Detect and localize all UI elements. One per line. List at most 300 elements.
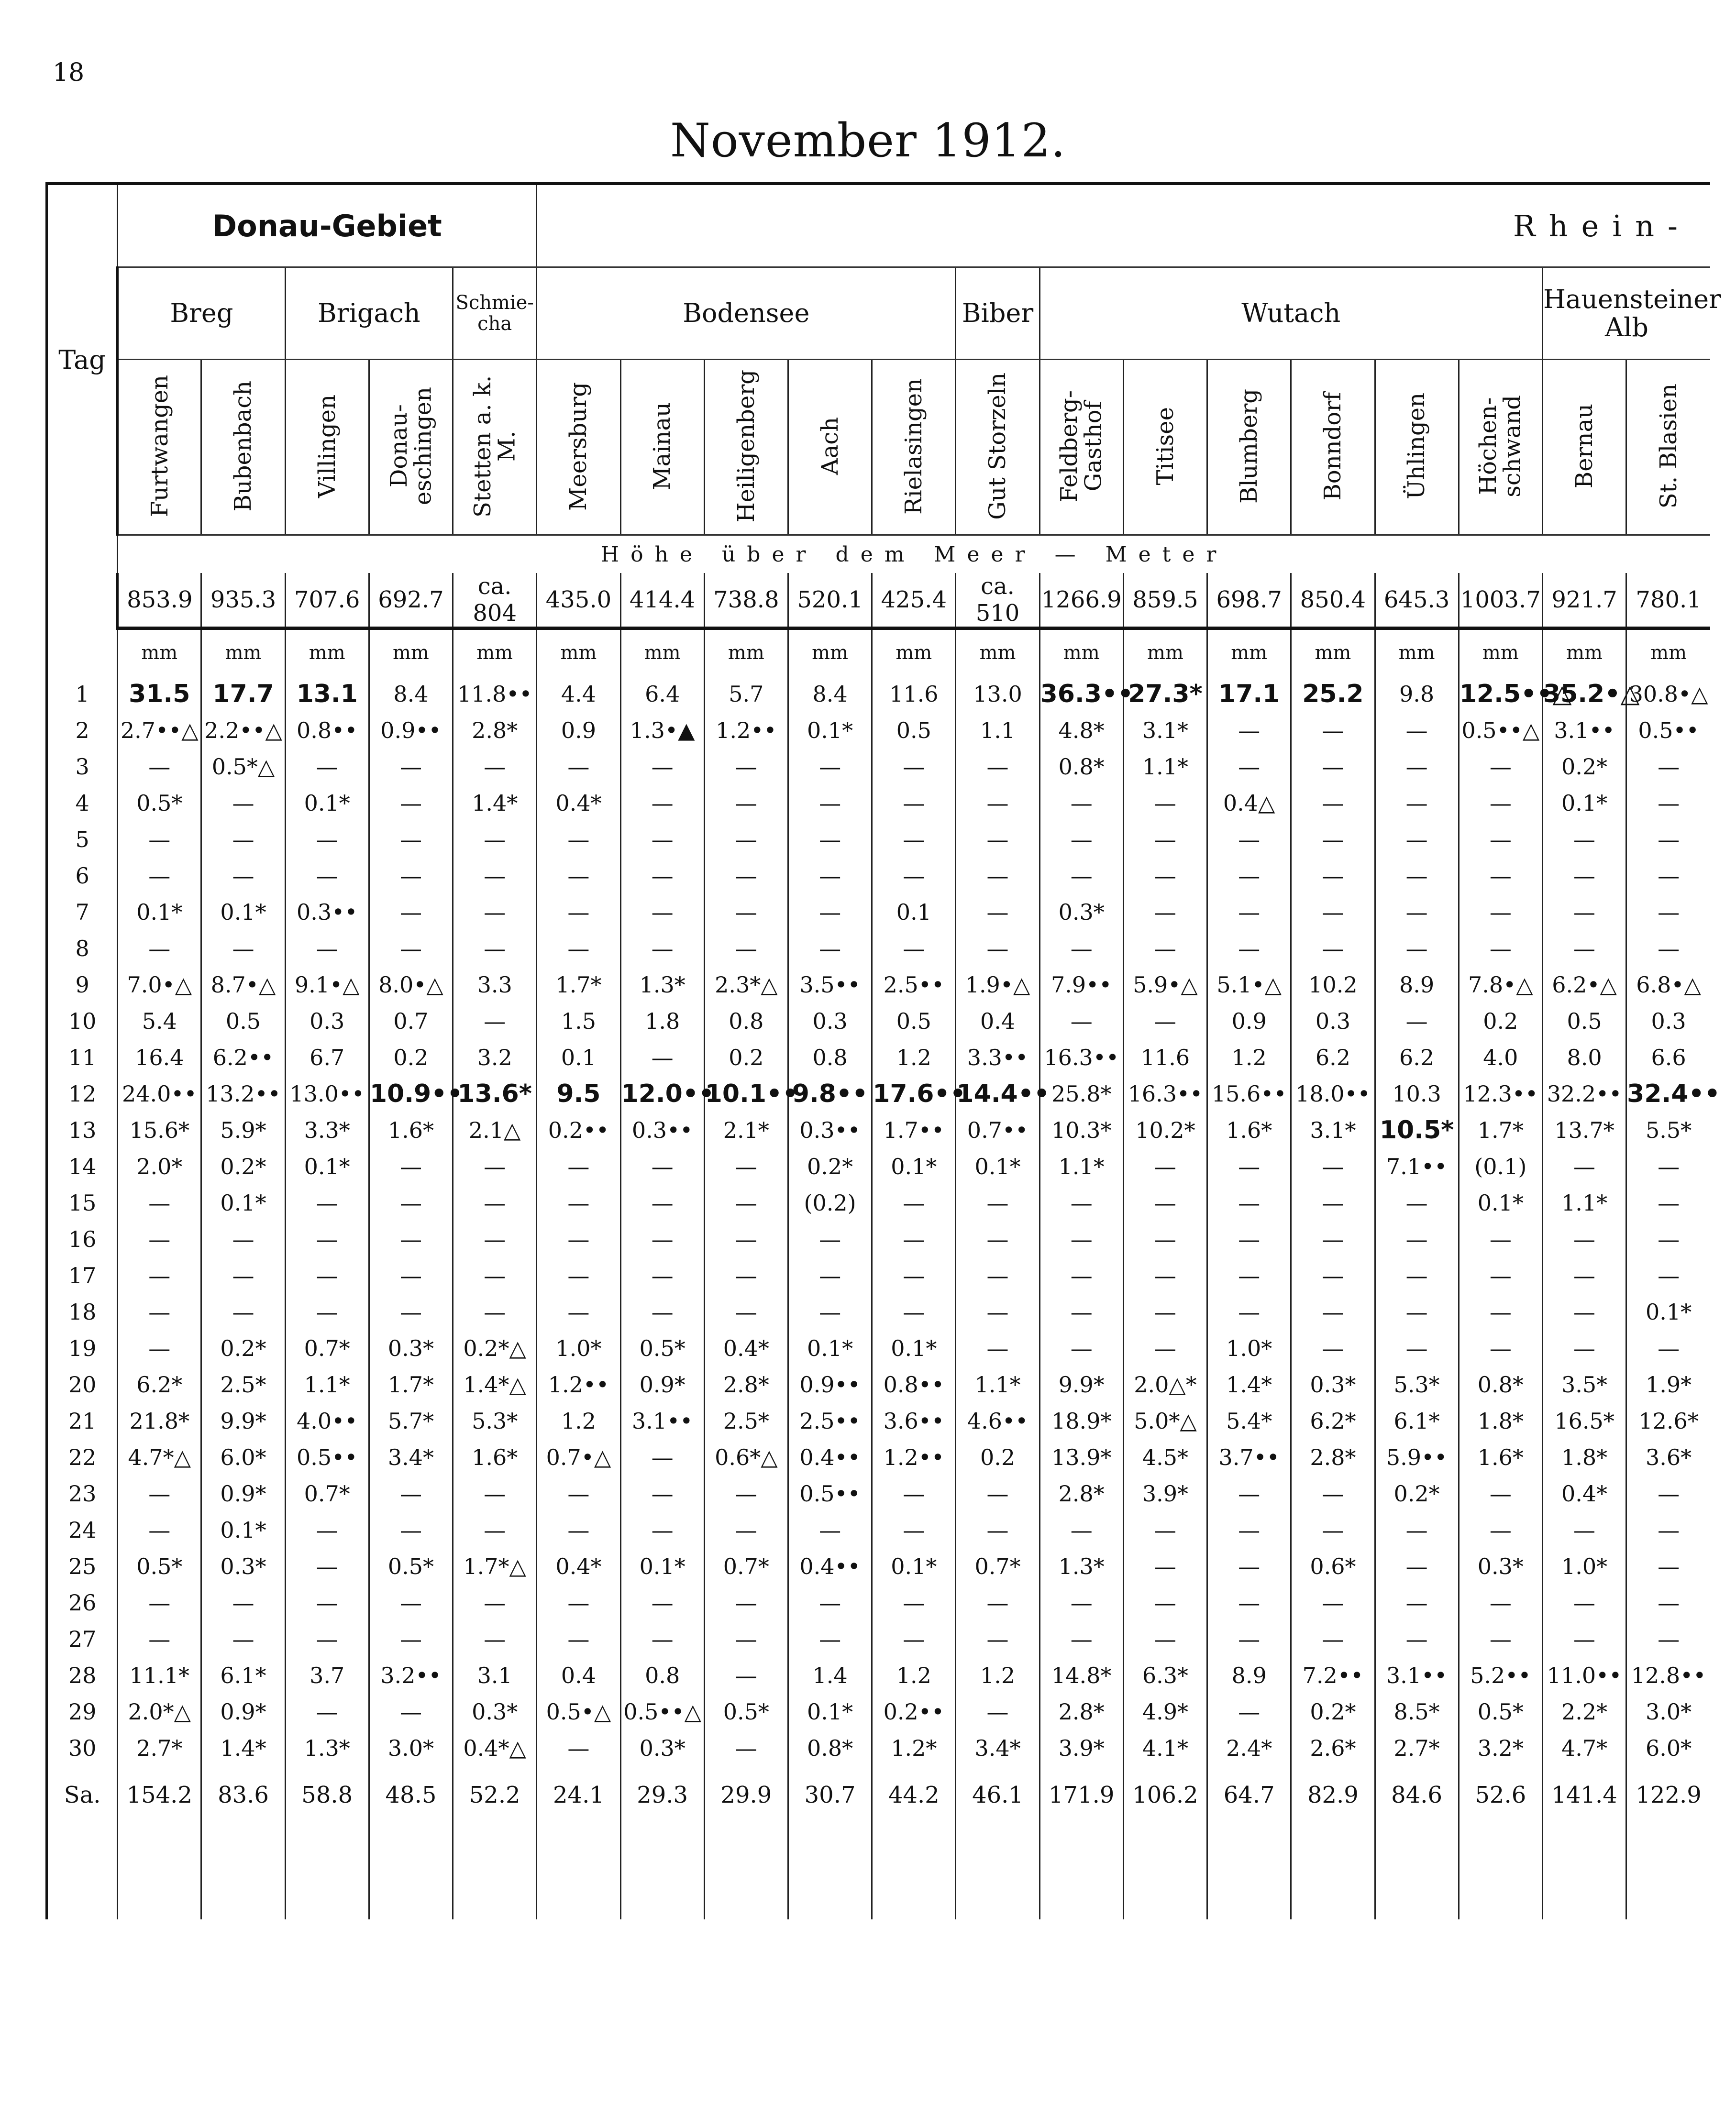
precip-value: 4.8* [1039,712,1123,749]
precip-value: 13.7* [1542,1112,1626,1148]
day-row [47,676,1711,712]
precip-value: — [620,930,704,967]
empty-cell [369,1824,453,1919]
day-number: 14 [47,1148,118,1185]
empty-cell [1291,1824,1375,1919]
precip-value: 3.4* [956,1730,1039,1766]
sum-value: 48.5 [369,1766,453,1824]
precip-value: 1.1* [1123,749,1207,785]
precip-value: 5.7* [369,1403,453,1439]
precip-value: 13.0•• [285,1076,369,1112]
precip-value: — [1207,749,1291,785]
station-name: Aach [816,417,843,475]
precip-value: — [788,1221,872,1257]
precip-value: — [788,858,872,894]
precip-value: — [118,821,201,858]
precip-value: 0.4•• [788,1548,872,1585]
precip-value: 0.8 [788,1039,872,1076]
precip-value: — [1207,894,1291,930]
precip-value: 1.0* [537,1330,620,1366]
elevation-value: 645.3 [1375,573,1459,628]
precip-value: 0.5••△ [620,1694,704,1730]
precip-value: — [1375,785,1459,821]
precip-value: — [1375,858,1459,894]
precip-value: — [1375,1621,1459,1657]
precip-value: 6.1* [1375,1403,1459,1439]
precip-value: — [704,1621,788,1657]
precip-value: 1.2* [872,1730,956,1766]
river-header: Hauensteiner Alb [1542,267,1710,360]
precip-value: 8.5* [1375,1694,1459,1730]
day-number: 22 [47,1439,118,1476]
precip-value: — [1542,1621,1626,1657]
precip-value: 0.1* [1542,785,1626,821]
day-cell-empty [47,628,118,676]
precip-value: — [1626,1476,1710,1512]
precip-value: — [1039,1621,1123,1657]
precip-value: — [704,930,788,967]
precip-value: — [1542,930,1626,967]
precip-value: 3.9* [1039,1730,1123,1766]
precip-value: — [704,821,788,858]
precip-value: 1.1* [285,1366,369,1403]
day-number: 13 [47,1112,118,1148]
precip-value: — [1375,1003,1459,1039]
precip-value: 1.1* [956,1366,1039,1403]
precip-value: — [1626,785,1710,821]
precip-value: 0.9* [620,1366,704,1403]
sum-value: 82.9 [1291,1766,1375,1824]
precip-value: — [285,1221,369,1257]
precip-value: 8.7•△ [201,967,285,1003]
precip-value: 0.9 [537,712,620,749]
precip-value: 1.1* [1542,1185,1626,1221]
precip-value: 13.9* [1039,1439,1123,1476]
precip-value: — [1375,1585,1459,1621]
precip-value: 0.3 [1291,1003,1375,1039]
precip-value: 18.0•• [1291,1076,1375,1112]
precip-value: 6.1* [201,1657,285,1694]
precip-value: 6.0* [201,1439,285,1476]
precip-value: 0.2 [956,1439,1039,1476]
precip-value: 2.0*△ [118,1694,201,1730]
precip-value: 4.7* [1542,1730,1626,1766]
precip-value: 13.2•• [201,1076,285,1112]
precip-value: 0.2* [1542,749,1626,785]
precip-value: — [1459,1585,1542,1621]
precip-value: 0.7* [285,1330,369,1366]
precip-value: — [788,1621,872,1657]
precip-value: — [1626,1548,1710,1585]
elevation-value: ca. 804 [453,573,537,628]
sum-value: 64.7 [1207,1766,1291,1824]
station-name: Furtwangen [146,375,173,518]
precip-value: 6.6 [1626,1039,1710,1076]
precip-value: 0.3* [369,1330,453,1366]
precip-value: 2.8* [1039,1694,1123,1730]
precip-value: — [201,858,285,894]
precip-value: 2.5* [704,1403,788,1439]
precip-value: 0.1* [956,1148,1039,1185]
precip-value: — [1207,1694,1291,1730]
precip-value: 3.2•• [369,1657,453,1694]
precip-value: — [620,1439,704,1476]
precip-value: 1.1 [956,712,1039,749]
precip-value: — [872,749,956,785]
precip-value: 0.5 [872,712,956,749]
day-number: 28 [47,1657,118,1694]
tag-header: Tag [47,184,118,535]
precip-value: — [453,1585,537,1621]
precip-value: — [1123,1148,1207,1185]
precip-value: 0.1* [1626,1294,1710,1330]
precip-value: — [1039,1294,1123,1330]
precip-value: 3.1* [1291,1112,1375,1148]
gebiet-row [47,184,1711,267]
precip-value: 0.3* [1459,1548,1542,1585]
precip-value: — [704,1148,788,1185]
station-name: Villingen [313,394,341,498]
precip-value: 13.0 [956,676,1039,712]
precip-value: — [118,1585,201,1621]
precip-value: 1.2 [956,1657,1039,1694]
station-row [47,360,1711,535]
precip-value: 17.1 [1207,676,1291,712]
precip-value: 36.3•• [1039,676,1123,712]
precip-value: 1.8* [1459,1403,1542,1439]
precip-value: 7.0•△ [118,967,201,1003]
precip-value: 16.3•• [1039,1039,1123,1076]
station-name: Ühlingen [1403,393,1430,500]
station-header [872,360,956,535]
precip-value: 0.9* [201,1694,285,1730]
precip-value: 0.5 [1542,1003,1626,1039]
empty-cell [956,1824,1039,1919]
precip-value: — [1459,1294,1542,1330]
precip-value: — [285,1694,369,1730]
precip-value: — [285,858,369,894]
precip-value: — [1123,785,1207,821]
empty-cell [1542,1824,1626,1919]
river-row [47,267,1711,360]
precip-value: 1.1* [1039,1148,1123,1185]
station-header [453,360,537,535]
day-row [47,1730,1711,1766]
precip-value: — [788,749,872,785]
precip-value: — [453,749,537,785]
day-row [47,1185,1711,1221]
precipitation-table-sheet [45,182,1721,1919]
precip-value: — [620,1621,704,1657]
station-name: Stetten a. k. M. [469,375,520,518]
precip-value: 0.2*△ [453,1330,537,1366]
precip-value: — [118,1476,201,1512]
precip-value: — [1291,712,1375,749]
precip-value: 4.0 [1459,1039,1542,1076]
unit-row [47,628,1711,676]
sum-value: 52.2 [453,1766,537,1824]
precip-value: 1.2•• [704,712,788,749]
station-header [285,360,369,535]
precip-value: — [788,1257,872,1294]
precip-value: 11.0•• [1542,1657,1626,1694]
precip-value: — [1459,785,1542,821]
elevation-value: 698.7 [1207,573,1291,628]
station-header [956,360,1039,535]
sum-value: 171.9 [1039,1766,1123,1824]
precip-value: 14.4•• [956,1076,1039,1112]
precip-value: 0.7•△ [537,1439,620,1476]
day-number: 24 [47,1512,118,1548]
precip-value: 3.1* [1123,712,1207,749]
precip-value: — [453,1257,537,1294]
elevation-value: ca. 510 [956,573,1039,628]
precip-value: — [369,821,453,858]
day-row [47,1221,1711,1257]
precip-value: — [1542,1585,1626,1621]
precip-value: — [620,1185,704,1221]
precip-value: — [1123,930,1207,967]
precip-value: — [453,858,537,894]
river-header: Bodensee [537,267,956,360]
empty-cell [118,1824,201,1919]
precip-value: 10.9•• [369,1076,453,1112]
day-row [47,1548,1711,1585]
precip-value: — [537,1185,620,1221]
precip-value: 9.8•• [788,1076,872,1112]
precip-value: — [537,1294,620,1330]
precip-value: 3.2 [453,1039,537,1076]
precip-value: 0.2* [1291,1694,1375,1730]
day-row [47,1294,1711,1330]
precipitation-table [45,182,1721,1919]
day-number: 11 [47,1039,118,1076]
precip-value: 2.2* [1542,1694,1626,1730]
precip-value: 0.5••△ [1459,712,1542,749]
precip-value: 2.1△ [453,1112,537,1148]
precip-value: — [1207,712,1291,749]
precip-value: 1.3•▲ [620,712,704,749]
precip-value: — [956,1476,1039,1512]
precip-value: — [1207,1294,1291,1330]
precip-value: — [1375,749,1459,785]
precip-value: 0.5* [704,1694,788,1730]
day-row [47,1003,1711,1039]
sum-row [47,1766,1711,1824]
precip-value: — [1123,1548,1207,1585]
precip-value: — [537,894,620,930]
precip-value: 1.6* [369,1112,453,1148]
river-header: Schmie- cha [453,267,537,360]
precip-value: 3.9* [1123,1476,1207,1512]
river-header: Breg [118,267,285,360]
precip-value: — [1459,821,1542,858]
precip-value: 0.3 [788,1003,872,1039]
elevation-row [47,573,1711,628]
precip-value: — [118,1185,201,1221]
precip-value: 10.1•• [704,1076,788,1112]
precip-value: 0.2* [201,1330,285,1366]
sum-value: 122.9 [1626,1766,1710,1824]
precip-value: 1.3* [1039,1548,1123,1585]
unit-label: mm [704,628,788,676]
station-header [1542,360,1626,535]
precip-value: 0.2•• [872,1694,956,1730]
precip-value: — [956,785,1039,821]
precip-value: — [285,1294,369,1330]
precip-value: — [1291,894,1375,930]
precip-value: 1.2 [872,1039,956,1076]
precip-value: — [369,1621,453,1657]
day-row [47,749,1711,785]
precip-value: 3.0* [1626,1694,1710,1730]
precip-value: 1.9•△ [956,967,1039,1003]
precip-value: — [872,1476,956,1512]
precip-value: 0.5 [201,1003,285,1039]
precip-value: 0.5•• [788,1476,872,1512]
day-row [47,967,1711,1003]
precip-value: 2.6* [1291,1730,1375,1766]
precip-value: — [956,1294,1039,1330]
precip-value: — [788,821,872,858]
precip-value: 5.9•• [1375,1439,1459,1476]
precip-value: — [1207,1476,1291,1512]
precip-value: 11.6 [872,676,956,712]
precip-value: — [285,1585,369,1621]
precip-value: 8.9 [1207,1657,1291,1694]
precip-value: — [118,1330,201,1366]
precip-value: — [956,1694,1039,1730]
precip-value: — [704,1221,788,1257]
precip-value: — [1291,785,1375,821]
precip-value: — [956,858,1039,894]
unit-label: mm [453,628,537,676]
precip-value: 2.7••△ [118,712,201,749]
precip-value: 1.2 [872,1657,956,1694]
sum-value: 46.1 [956,1766,1039,1824]
precip-value: 5.5* [1626,1112,1710,1148]
precip-value: — [369,1221,453,1257]
precip-value: 1.2•• [872,1439,956,1476]
day-number: 12 [47,1076,118,1112]
day-number: 29 [47,1694,118,1730]
day-row [47,821,1711,858]
precip-value: — [1207,1548,1291,1585]
empty-cell [704,1824,788,1919]
day-row [47,1439,1711,1476]
precip-value: — [1626,1148,1710,1185]
precip-value: — [1459,749,1542,785]
precip-value: — [1375,1294,1459,1330]
unit-label: mm [788,628,872,676]
precip-value: — [537,858,620,894]
elevation-value: 850.4 [1291,573,1375,628]
precip-value: — [537,1621,620,1657]
unit-label: mm [369,628,453,676]
precip-value: — [537,1585,620,1621]
day-row [47,1621,1711,1657]
precip-value: — [872,785,956,821]
sum-value: 44.2 [872,1766,956,1824]
precip-value: — [453,1512,537,1548]
precip-value: 4.9* [1123,1694,1207,1730]
precip-value: — [1626,749,1710,785]
station-header [201,360,285,535]
precip-value: 4.5* [1123,1439,1207,1476]
precip-value: 0.1* [201,1185,285,1221]
precip-value: — [453,1621,537,1657]
unit-label: mm [1375,628,1459,676]
precip-value: — [1291,1257,1375,1294]
precip-value: 7.9•• [1039,967,1123,1003]
precip-value: 0.8* [1459,1366,1542,1403]
day-row [47,1112,1711,1148]
precip-value: 3.1•• [1375,1657,1459,1694]
unit-label: mm [1291,628,1375,676]
precip-value: — [704,1730,788,1766]
precip-value: — [369,1476,453,1512]
precip-value: — [1459,1330,1542,1366]
empty-cell [788,1824,872,1919]
precip-value: — [1291,1330,1375,1366]
precip-value: — [1626,1621,1710,1657]
precip-value: — [1123,858,1207,894]
precip-value: 31.5 [118,676,201,712]
precip-value: 0.4 [956,1003,1039,1039]
day-row [47,1257,1711,1294]
station-name: St. Blasien [1655,384,1682,509]
sum-value: 24.1 [537,1766,620,1824]
precip-value: — [1123,1185,1207,1221]
precip-value: 4.6•• [956,1403,1039,1439]
station-name: Rielasingen [900,378,928,515]
precip-value: — [1291,1621,1375,1657]
precip-value: — [1207,1585,1291,1621]
precip-value: — [1123,1257,1207,1294]
precip-value: — [1039,858,1123,894]
empty-cell [47,1824,118,1919]
station-name: Donau- eschingen [385,387,436,506]
precip-value: — [620,1221,704,1257]
precip-value: — [1039,1185,1123,1221]
precip-value: — [872,1294,956,1330]
day-number: 8 [47,930,118,967]
elevation-value: 435.0 [537,573,620,628]
precip-value: 1.4 [788,1657,872,1694]
precip-value: — [1626,821,1710,858]
station-name: Bernau [1570,404,1598,489]
precip-value: 1.4* [453,785,537,821]
precip-value: 0.7* [704,1548,788,1585]
sum-value: 154.2 [118,1766,201,1824]
hoehe-label-row [47,535,1711,573]
precip-value: 0.1* [872,1548,956,1585]
precip-value: 9.8 [1375,676,1459,712]
precip-value: — [956,1221,1039,1257]
precip-value: — [704,1476,788,1512]
precip-value: — [118,1221,201,1257]
precip-value: — [369,1512,453,1548]
precip-value: 0.5* [118,1548,201,1585]
precip-value: 0.3•• [285,894,369,930]
precip-value: 9.5 [537,1076,620,1112]
hoehe-label: Höhe über dem Meer — Meter [118,535,1710,573]
precip-value: — [118,1257,201,1294]
day-number: 23 [47,1476,118,1512]
precip-value: — [1375,894,1459,930]
station-header [1039,360,1123,535]
precip-value: 3.5•• [788,967,872,1003]
